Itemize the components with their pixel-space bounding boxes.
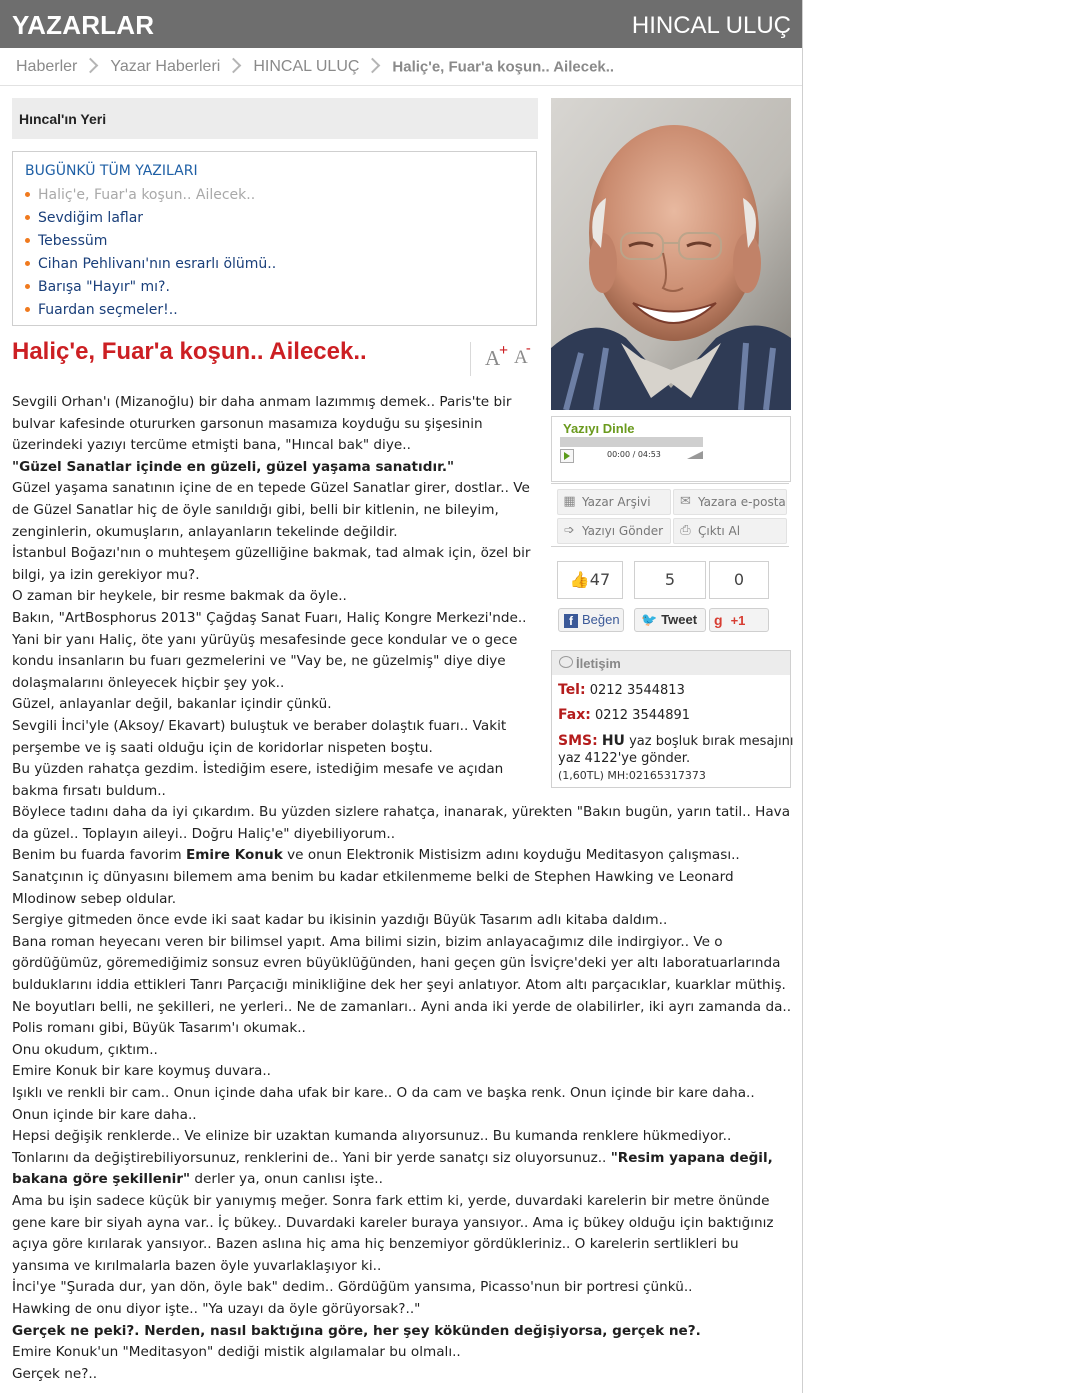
paragraph: Sergiye gitmeden önce evde iki saat kadar bu ikisinin yazdığı Büyük Tasarım adlı kitaba daldım..	[12, 912, 668, 929]
list-item-label[interactable]: Cihan Pehlivanı'nın esrarlı ölümü..	[38, 256, 277, 272]
print-icon: ⎙	[680, 523, 691, 538]
facebook-like-button[interactable]	[558, 608, 624, 632]
tel-label: Tel:	[558, 682, 586, 698]
print-button[interactable]	[673, 518, 787, 544]
text-run: Benim bu fuarda favorim	[12, 847, 186, 864]
button-label: Çıktı Al	[698, 524, 741, 538]
paragraph: İstanbul Boğazı'nın o muhteşem güzelliğine bakmak, tad almak için, özel bir bilgi, ya izin gerekiyor mu?.	[12, 545, 531, 583]
paragraph: Emire Konuk'un "Meditasyon" dediği mistik algılamalar bu olmalı..	[12, 1344, 461, 1361]
paragraph: Sevgili Orhan'ı (Mizanoğlu) bir daha anmam lazımmış demek.. Paris'te bir bulvar kafesinde otururken garsonun masamıza koyduğu su şişesinin üzerindeki yazıyı tercüme etmişti bana, "Hıncal bak" diye..	[12, 394, 512, 454]
button-label: Tweet	[661, 612, 698, 627]
gplus-count-box	[709, 561, 769, 599]
tel-value: 0212 3544813	[589, 683, 685, 698]
breadcrumb-item-current: Haliç'e, Fuar'a koşun.. Ailecek..	[392, 58, 615, 76]
paragraph: Işıklı ve renkli bir cam.. Onun içinde daha ufak bir kare.. O da cam ve başka renk. Onun içinde bir kare daha.. Onun içinde bir kare daha..	[12, 1085, 755, 1123]
play-icon[interactable]	[560, 449, 574, 463]
todays-articles-box	[12, 151, 537, 326]
paragraph: Bakın, "ArtBosphorus 2013" Çağdaş Sanat Fuarı, Haliç Kongre Merkezi'nde.. Yani bir yanı Haliç, öte yanı yürüyüş mesafesinde gece kondular ve o gece kondu insanların bu fuarı gezmelerini ve "Vay be, ne güzelmiş" diye diye dolaşmalarını önleyecek hiçbir şey yok..	[12, 609, 527, 691]
paragraph: Güzel yaşama sanatının içine de en tepede Güzel Sanatlar girer, dostlar.. Ve de Güzel Sanatlar hiç de öyle sanıldığı gibi, belli bir kitlenin, ne bileyim, zenginlerin, okumuşların, anlayanların tekelinde değildir.	[12, 480, 530, 540]
contact-header	[552, 651, 790, 675]
list-item-label: Haliç'e, Fuar'a koşun.. Ailecek..	[38, 187, 256, 203]
paragraph-quote: "Güzel Sanatlar içinde en güzeli, güzel yaşama sanatıdır."	[12, 458, 455, 475]
tweet-button[interactable]	[634, 608, 706, 632]
thumbs-up-icon: 👍	[569, 570, 590, 589]
button-label: Beğen	[582, 612, 620, 627]
list-item[interactable]	[25, 253, 276, 276]
contact-box	[551, 650, 794, 788]
list-item[interactable]	[25, 276, 276, 299]
volume-icon[interactable]	[687, 451, 703, 459]
like-count-box	[557, 561, 623, 599]
contact-title: İletişim	[576, 656, 621, 671]
gplus-count: 0	[733, 570, 745, 589]
audio-time: 00:00 / 04:53	[607, 450, 661, 459]
contact-fax	[558, 707, 690, 723]
list-item[interactable]	[25, 207, 276, 230]
google-plus-icon: g	[714, 612, 723, 628]
breadcrumb-item-yazar-haberleri[interactable]: Yazar Haberleri	[110, 58, 221, 75]
audio-player	[551, 416, 791, 482]
breadcrumb-item-author[interactable]: HINCAL ULUÇ	[253, 58, 360, 75]
list-item-label[interactable]: Barışa "Hayır" mı?.	[38, 279, 170, 295]
paragraph: Güzel, anlayanlar değil, bakanlar içindir çünkü.	[12, 696, 332, 713]
paragraph: Gerçek ne?..	[12, 1365, 98, 1382]
author-name[interactable]: HINCAL ULUÇ	[631, 12, 791, 39]
list-item[interactable]	[25, 230, 276, 253]
paragraph: O zaman bir heykele, bir resme bakmak da öyle..	[12, 588, 347, 605]
twitter-icon: 🐦	[641, 612, 658, 627]
bullet-icon	[25, 192, 30, 197]
chevron-right-icon	[226, 57, 242, 73]
todays-articles-heading[interactable]: BUGÜNKÜ TÜM YAZILARI	[25, 163, 198, 179]
bold-quote: "Resim yapana değil, bakana göre şekillenir"	[12, 1149, 773, 1188]
todays-articles-list	[25, 184, 276, 322]
contact-tel	[558, 682, 685, 698]
list-item-label[interactable]: Fuardan seçmeler!..	[38, 302, 178, 318]
author-portrait-image	[551, 98, 791, 410]
bullet-icon	[25, 284, 30, 289]
paragraph: İnci'ye "Şurada dur, yan dön, öyle bak" dedim.. Gördüğüm yansıma, Picasso'nun bir portresi çünkü..	[12, 1279, 693, 1296]
facebook-icon: f	[564, 614, 578, 628]
top-header-bar	[0, 0, 802, 48]
breadcrumb	[16, 58, 614, 80]
font-decrease-icon: A	[514, 347, 528, 368]
sms-label: SMS:	[558, 733, 598, 749]
bullet-icon	[25, 238, 30, 243]
sms-code: HU	[601, 733, 625, 749]
plus-icon: +	[499, 342, 509, 359]
fax-value: 0212 3544891	[594, 708, 691, 723]
button-label: Yazıyı Gönder	[582, 524, 664, 538]
paragraph: Bana roman heyecanı veren bir bilimsel yapıt. Ama bilimi sizin, bizim anlayacağımız dile indirgiyor.. Ve o gördüğümüz, göremediğimiz sonsuz evren büyüklüğünden, hani geçen gün İsviçre'deki yer altı laboratuarlarında bulduklarını iddia ettikleri Tanrı Parçacığı minikliğine dek her şeyi anlatıyor. Atom altı parçacıklar, kuarklar müthiş. Ne boyutları belli, ne şekilleri, ne yerleri.. Ne de zamanları.. Ayni anda iki yerde de olabilirler, iki ayrı zamanda da.. Polis romanı gibi, Büyük Tasarım'ı okumak..	[12, 933, 792, 1037]
font-decrease-button[interactable]	[514, 341, 531, 369]
text-run: ve onun Elektronik Mistisizm adını koyduğu Meditasyon çalışması..	[282, 847, 740, 864]
paragraph: Bu yüzden rahatça gezdim. İstediğim esere, istediğim mesafe ve açıdan bakma fırsatı buldum..	[12, 761, 504, 799]
bullet-icon	[25, 215, 30, 220]
paragraph	[12, 1126, 792, 1191]
column-title: Hıncal'ın Yeri	[19, 111, 107, 127]
paragraph: Sanatçının iç dünyasını bilemem ama benim bu kadar etkilenmeme belki de Stephen Hawking ve Leonard Mlodinow sebep oldular.	[12, 869, 734, 907]
sms-text: yaz boşluk bırak mesajını	[629, 734, 794, 749]
grid-icon: ▦	[563, 494, 576, 509]
paragraph: Onu okudum, çıktım..	[12, 1041, 158, 1058]
tweet-count-box	[634, 561, 706, 599]
paragraph	[12, 845, 792, 867]
author-archive-button[interactable]	[557, 489, 671, 515]
divider	[0, 85, 802, 86]
send-icon: ➩	[564, 523, 575, 538]
list-item	[25, 184, 276, 207]
button-label: +1	[730, 613, 746, 628]
section-title[interactable]: YAZARLAR	[12, 10, 155, 40]
paragraph: Ama bu işin sadece küçük bir yanıymış meğer. Sonra fark ettim ki, yerde, duvardaki karelerin bir metre önünde gene kare bir siyah ayna var.. İç bükey.. Duvardaki kareler buraya yansıyor.. Ama iç bükey olduğu için baktığınız açıya göre kırılarak yansıyor.. Bazen aslına hiç ama hiç benzemiyor gördükleriniz.. O karelerin sertlikleri bu yansıma ve kırılmalarla bazen öyle yuvarlaklaşıyor ki..	[12, 1192, 774, 1274]
paragraph: Emire Konuk bir kare koymuş duvara..	[12, 1063, 272, 1080]
paragraph: Sevgili İnci'yle (Aksoy/ Ekavart) buluştuk ve beraber dolaştık fuarı.. Vakit perşembe ve iş saati olduğu için de koridorlar nispeten boştu.	[12, 717, 507, 756]
author-photo	[551, 98, 791, 410]
article-tools	[551, 483, 789, 547]
button-label: Yazar Arşivi	[582, 495, 651, 509]
list-item-label[interactable]: Tebessüm	[38, 233, 108, 249]
chevron-right-icon	[83, 57, 99, 73]
button-label: Yazara e-posta	[698, 495, 786, 509]
contact-sms-price: (1,60TL) MH:02165317373	[558, 769, 706, 782]
tweet-count: 5	[664, 570, 676, 589]
speech-bubble-icon	[559, 656, 573, 668]
breadcrumb-item-haberler[interactable]: Haberler	[16, 58, 78, 75]
email-author-button[interactable]	[673, 489, 787, 515]
fax-label: Fax:	[558, 707, 591, 723]
font-increase-button[interactable]	[485, 342, 509, 371]
text-run: derler ya, onun canlısı işte..	[190, 1171, 383, 1188]
bullet-icon	[25, 307, 30, 312]
font-size-controls	[470, 342, 541, 376]
minus-icon: -	[526, 341, 531, 356]
send-article-button[interactable]	[557, 518, 671, 544]
artist-name: Emire Konuk	[185, 847, 283, 864]
like-count: 47	[589, 570, 611, 589]
article-title: Haliç'e, Fuar'a koşun.. Ailecek..	[12, 338, 367, 365]
contact-sms-line2: yaz 4122'ye gönder.	[558, 751, 691, 766]
column-title-box	[12, 98, 538, 139]
audio-label: Yazıyı Dinle	[563, 421, 635, 436]
list-item-label[interactable]: Sevdiğim laflar	[38, 210, 144, 226]
audio-progress-bar[interactable]	[560, 437, 703, 447]
bullet-icon	[25, 261, 30, 266]
gplus-button[interactable]	[709, 608, 769, 632]
paragraph: Hawking de onu diyor işte.. "Ya uzayı da öyle görüyorsak?.."	[12, 1300, 421, 1317]
paragraph-bold: Gerçek ne peki?. Nerden, nasıl baktığına göre, her şey kökünden değişiyorsa, gerçek ne?.	[12, 1322, 701, 1339]
list-item[interactable]	[25, 299, 276, 322]
font-increase-icon: A	[485, 346, 501, 370]
envelope-icon: ✉	[680, 494, 691, 509]
chevron-right-icon	[365, 57, 381, 73]
text-run: Hepsi değişik renklerde.. Ve elinize bir uzaktan kumanda alıyorsunuz.. Bu kumanda renklere hükmediyor.. Tonlarını da değiştirebiliyorsunuz, renklerini de.. Yani bir yerde sanatçı siz oluyorsunuz..	[12, 1128, 732, 1166]
paragraph: Böylece tadını daha da iyi çıkardım. Bu yüzden sizlere rahatça, inanarak, yürekten "Bakın bugün, yarın tatil.. Hava da güzel.. Toplayın aileyi.. Doğru Haliç'e" diyebiliyorum..	[12, 804, 791, 842]
contact-sms	[558, 733, 794, 749]
